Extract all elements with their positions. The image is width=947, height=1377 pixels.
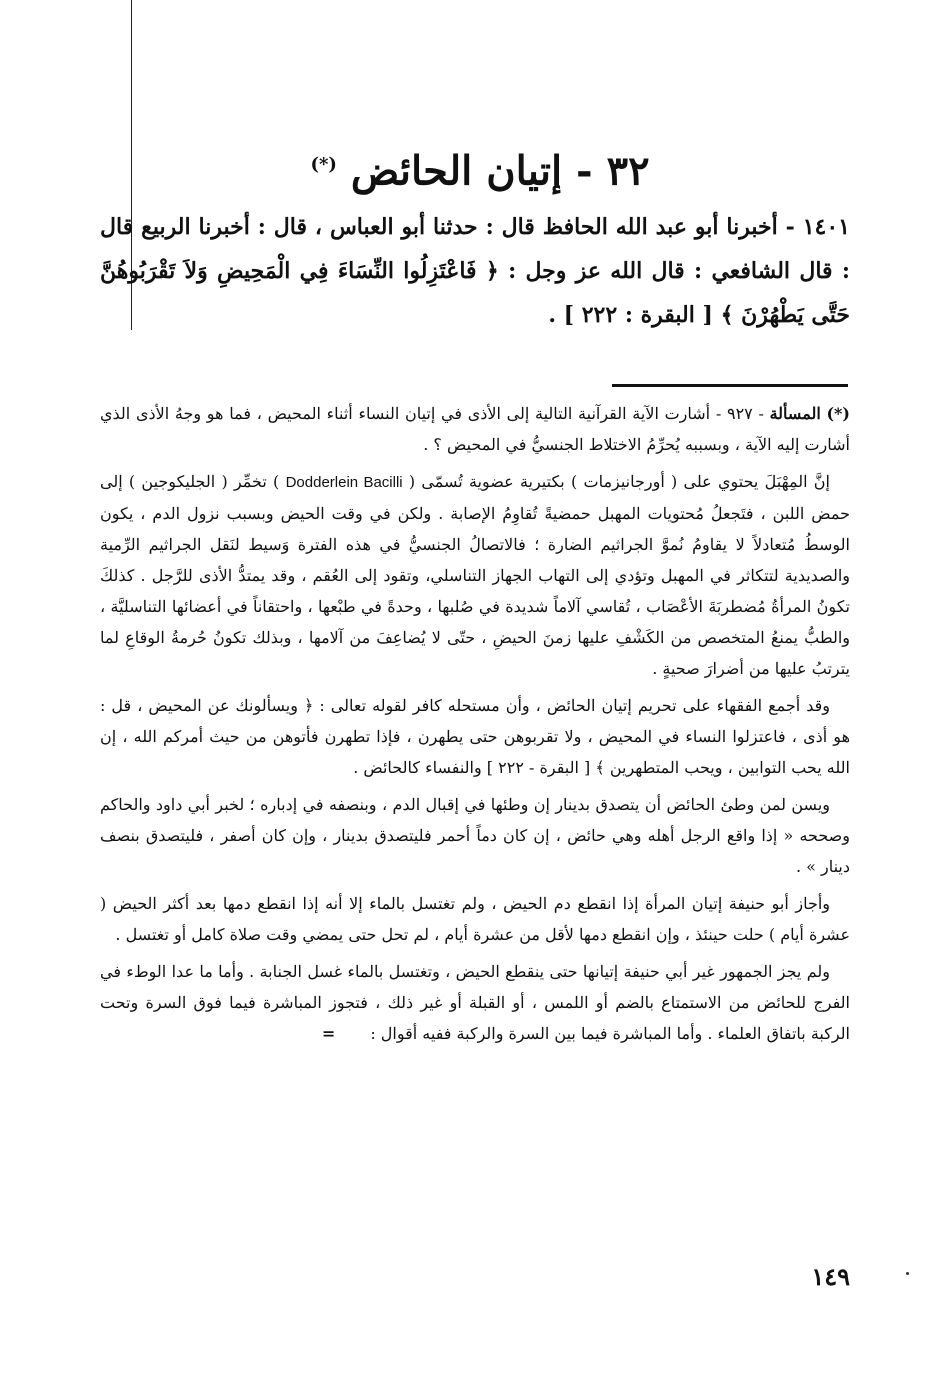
- chapter-number: ٣٢: [606, 147, 650, 195]
- chapter-dash: -: [576, 147, 593, 195]
- footnote-label: المسألة: [769, 404, 821, 423]
- footnote-p1-start: إنَّ المِهْبَلَ يحتوي على ( أورجانيزمات ) بكتيرية عضوية تُسمّى (: [408, 472, 830, 491]
- scan-speck: [906, 1272, 909, 1275]
- chapter-name: إتيان الحائض: [350, 147, 563, 195]
- footnote-paragraph-5: [100, 956, 850, 1049]
- hadith-body: - أخبرنا أبو عبد الله الحافظ قال : حدثنا أبو العباس ، قال : أخبرنا الربيع قال : قال الشافعي : قال الله عز وجل : ﴿ فَاعْتَزِلُوا النِّسَاءَ فِي الْمَحِيضِ وَلاَ تَقْرَبُوهُنَّ حَتَّى يَطْهُرْنَ ﴾ [ البقرة : ٢٢٢ ] .: [100, 214, 850, 328]
- footnote-question: [100, 398, 850, 460]
- footnote-paragraph-3: ويسن لمن وطئ الحائض أن يتصدق بدينار إن وطئها في إقبال الدم ، وبنصفه في إدباره ؛ لخبر أبي داود والحاكم وصححه « إذا واقع الرجل أهله وهي حائض ، إن كان دماً أحمر فليتصدق بدينار ، وإن كان أصفر ، فليتصدق بنصف دينار » .: [100, 795, 850, 876]
- footnote-p5-text: ولم يجز الجمهور غير أبي حنيفة إتيانها حتى ينقطع الحيض ، وتغتسل بالماء غسل الجنابة . وأما ما عدا الوطء في الفرج للحائض من الاستمتاع بالضم أو اللمس ، أو القبلة أو غير ذلك ، فتجوز المباشرة فيما فوق السرة وتحت الركبة باتفاق العلماء . وأما المباشرة فيما بين السرة والركبة ففيه أقوال :: [100, 962, 850, 1043]
- footnote-separator: [612, 384, 848, 387]
- continuation-mark: =: [321, 1024, 336, 1043]
- footnote-paragraph-4: وأجاز أبو حنيفة إتيان المرأة إذا انقطع دم الحيض ، ولم تغتسل بالماء إلا أنه إذا انقطع دمها بعد أكثر الحيض ( عشرة أيام ) حلت حينئذ ، وإن انقطع دمها لأقل من عشرة أيام ، لم تحل حتى يمضي وقت صلاة كامل أو تغتسل .: [100, 894, 850, 944]
- chapter-title: [200, 135, 760, 201]
- footnote-question-text: أشارت الآية القرآنية التالية إلى الأذى في إتيان النساء أثناء المحيض ، فما هو وجهُ الأذى الذي أشارت إليه الآية ، وبسببه يُحرِّمُ الاختلاط الجنسيُّ في المحيض ؟ .: [100, 404, 850, 454]
- footnote-p1-end: ) تخمِّر ( الجليكوجين ) إلى حمض اللبن ، فتَجعلُ مُحتويات المهبل حمضيةً تُقاوِمُ الإصابة . ولكن في وقت الحيض وبسبب نزول الدم ، يكون الوسطُ مُتعادلاً لا يقاومُ نُموَّ الجراثيم الضارة ؛ فالاتصالُ الجنسيُّ في هذه الفترة وَسيط لنَقل الجراثيم الرِّمية والصديدية لتتكاثر في المهبل وتؤدي إلى التهاب الجهاز التناسلي، وتقود إلى العُقم ، وقد يمتدُّ الأذى للرَّجل . كذلكَ تكونُ المرأةُ مُضطربَةَ الأعْصَاب ، تُقاسي آلاماً شديدة في صُلبها ، وحدةً في طبْعها ، واحتقاناً في أعضائها التناسليَّة ، والطبُّ يمنعُ المتخصص من الكَشْفِ عليها زمنَ الحيضِ ، حتّى لا يُضاعِفَ من آلامها ، وبذلك تكونُ حُرمةُ الوقاعِ لما يترتبُ عليها من أضرارَ صحيةٍ .: [100, 472, 850, 678]
- footnote-paragraph-2: وقد أجمع الفقهاء على تحريم إتيان الحائض ، وأن مستحله كافر لقوله تعالى : ﴿ ويسألونك عن المحيض ، قل : هو أذى ، فاعتزلوا النساء في المحيض ، ولا تقربوهن حتى يطهرن ، فإذا تطهرن فأتوهن من حيث أمركم الله ، إن الله يحب التوابين ، ويحب المتطهرين ﴾ [ البقرة - ٢٢٢ ] والنفساء كالحائض .: [100, 696, 850, 777]
- hadith-number: ١٤٠١: [802, 214, 850, 240]
- footnote-issue-number: - ٩٢٧ -: [715, 404, 764, 423]
- footnote-paragraph-1: [100, 466, 850, 684]
- footnote-p1-latin: Dodderlein Bacilli: [285, 474, 403, 491]
- footnote-marker: (*): [826, 404, 850, 423]
- hadith-text: [100, 205, 850, 337]
- footnote-block: [100, 398, 850, 1055]
- page-number: ١٤٩: [811, 1262, 850, 1291]
- chapter-footnote-ref: (*): [310, 154, 337, 175]
